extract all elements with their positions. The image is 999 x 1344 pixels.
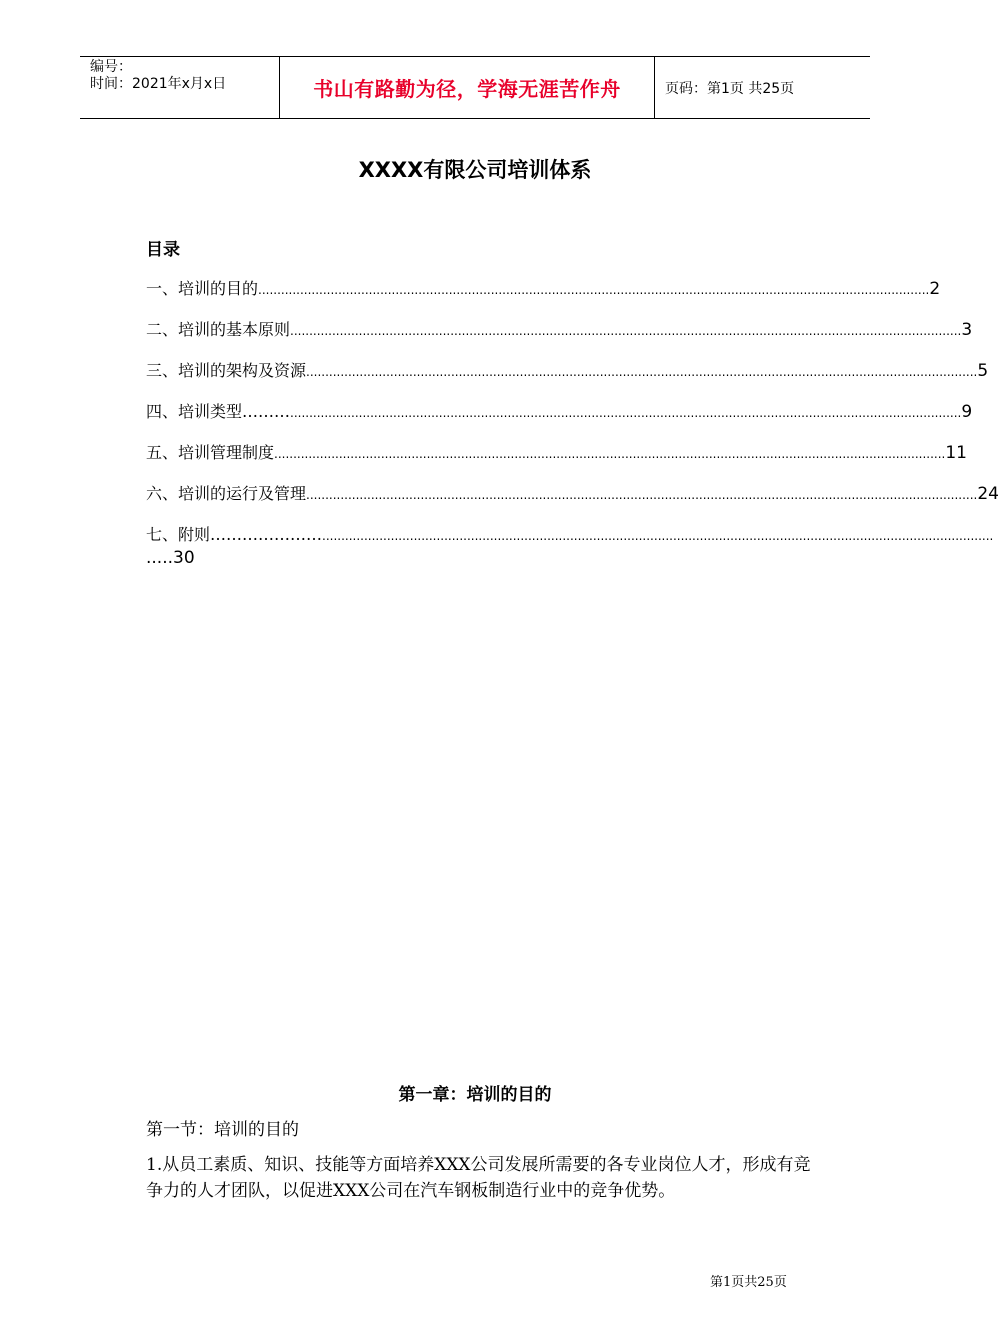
section-title: 第一节：培训的目的 <box>146 1120 299 1140</box>
toc-item-label: 三、培训的架构及资源 <box>146 361 307 380</box>
toc-leader: ................................................................................................................................................................................ <box>258 283 930 297</box>
toc-item[interactable] <box>146 276 941 299</box>
toc-item[interactable] <box>146 522 994 545</box>
chapter-title: 第一章：培训的目的 <box>398 1085 552 1105</box>
toc-item-page: 24 <box>977 484 999 504</box>
toc-item-page: 5 <box>977 361 989 381</box>
toc-item[interactable] <box>146 440 967 463</box>
header-page-label: 页码：第1页 共25页 <box>665 80 795 97</box>
header-motto: 书山有路勤为径，学海无涯苦作舟 <box>280 57 655 118</box>
header-number-label: 编号： <box>90 59 132 75</box>
toc-item-page: 3 <box>961 320 973 340</box>
toc-item-page: 9 <box>961 402 973 422</box>
body-paragraph: 1.从员工素质、知识、技能等方面培养XXX公司发展所需要的各专业岗位人才，形成有竞争力的人才团队，以促进XXX公司在汽车钢板制造行业中的竞争优势。 <box>146 1155 811 1201</box>
toc-item-page-continuation: .....30 <box>146 548 195 568</box>
toc-heading: 目录 <box>146 240 180 260</box>
toc-item-label: 七、附则………………… <box>146 525 323 544</box>
toc-item-label: 二、培训的基本原则 <box>146 320 291 339</box>
header-meta-cell <box>80 57 280 118</box>
toc-item-page: 2 <box>929 279 941 299</box>
toc-item[interactable] <box>146 481 999 504</box>
toc-item-label: 四、培训类型……… <box>146 402 291 421</box>
toc-leader: ................................................................................................................................................................................ <box>306 488 978 502</box>
toc-item[interactable] <box>146 317 973 340</box>
document-title: XXXX有限公司培训体系 <box>358 158 592 182</box>
toc-leader: ................................................................................................................................................................................ <box>290 406 962 420</box>
page-footer: 第1页共25页 <box>710 1275 787 1290</box>
toc-leader: ................................................................................................................................................................................ <box>274 447 946 461</box>
header-date-label: 时间：2021年x月x日 <box>90 76 227 92</box>
toc-item[interactable] <box>146 399 973 422</box>
page-header <box>80 56 870 119</box>
toc-leader: ................................................................................................................................................................................ <box>290 324 962 338</box>
toc-item-label: 六、培训的运行及管理 <box>146 484 307 503</box>
toc-leader: ................................................................................................................................................................................ <box>322 529 994 543</box>
toc-item[interactable] <box>146 358 989 381</box>
toc-item-label: 一、培训的目的 <box>146 279 259 298</box>
toc-leader: ................................................................................................................................................................................ <box>306 365 978 379</box>
toc-item-page: 11 <box>945 443 967 463</box>
toc-item-label: 五、培训管理制度 <box>146 443 275 462</box>
